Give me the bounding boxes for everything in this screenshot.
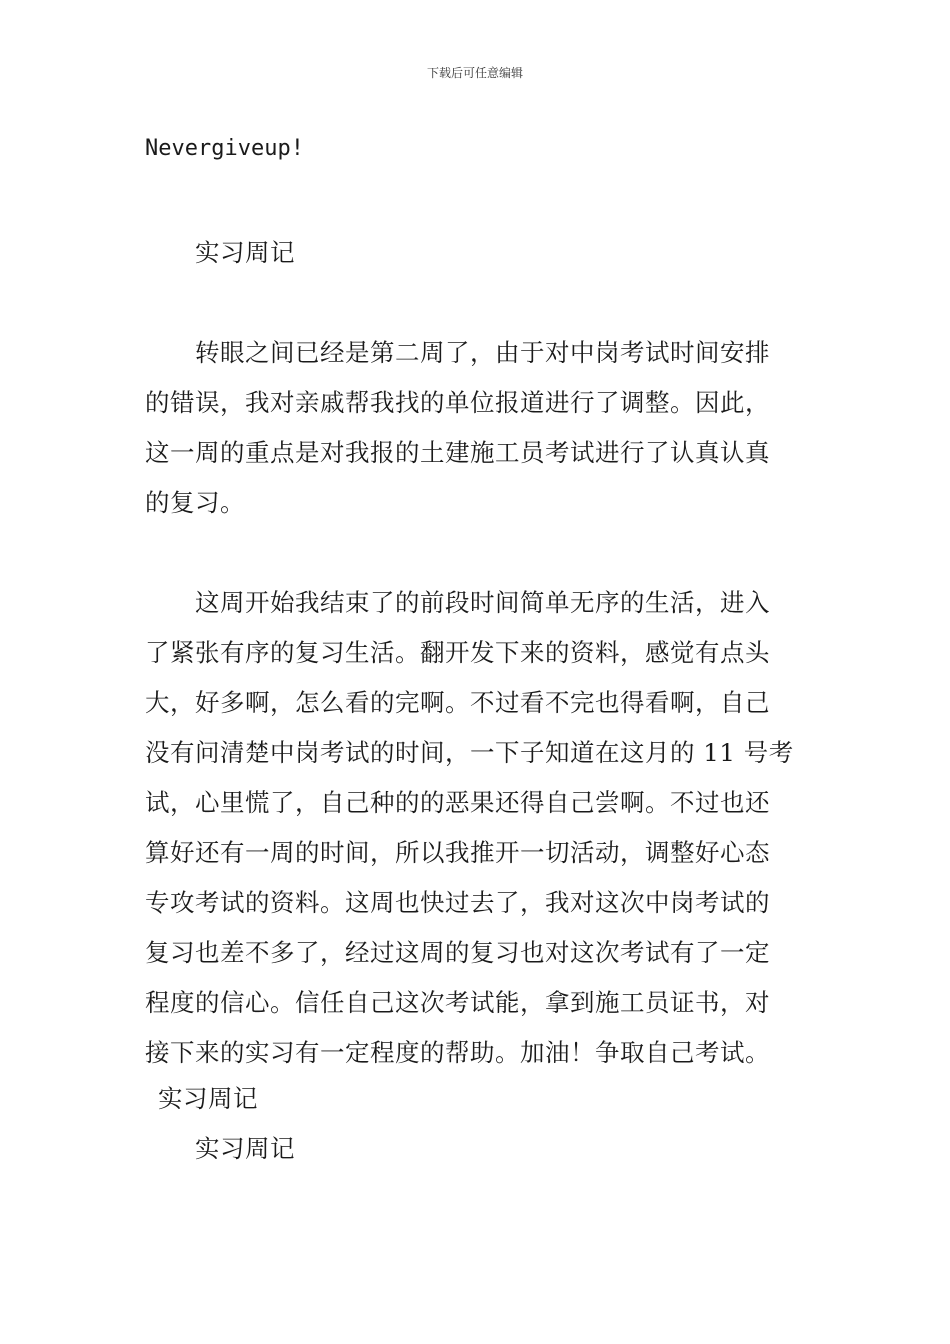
paragraph-line: 专攻考试的资料。这周也快过去了，我对这次中岗考试的 bbox=[145, 888, 770, 917]
paragraph-line: 复习也差不多了，经过这周的复习也对这次考试有了一定 bbox=[145, 938, 770, 967]
paragraph-line: 的错误，我对亲戚帮我找的单位报道进行了调整。因此， bbox=[145, 388, 770, 417]
section-title: 实习周记 bbox=[195, 1134, 295, 1163]
paragraph-line: 这一周的重点是对我报的土建施工员考试进行了认真认真 bbox=[145, 438, 770, 467]
paragraph-line: 试，心里慌了，自己种的的恶果还得自己尝啊。不过也还 bbox=[145, 788, 770, 817]
section-title: 实习周记 bbox=[158, 1084, 258, 1113]
motto-line: Nevergiveup! bbox=[145, 136, 304, 161]
paragraph-line: 转眼之间已经是第二周了，由于对中岗考试时间安排 bbox=[195, 338, 770, 367]
paragraph-line: 算好还有一周的时间，所以我推开一切活动，调整好心态 bbox=[145, 838, 770, 867]
paragraph-line: 程度的信心。信任自己这次考试能，拿到施工员证书，对 bbox=[145, 988, 770, 1017]
paragraph-line: 接下来的实习有一定程度的帮助。加油！争取自己考试。 bbox=[145, 1038, 770, 1067]
section-title: 实习周记 bbox=[195, 238, 295, 267]
paragraph-line: 大，好多啊，怎么看的完啊。不过看不完也得看啊，自己 bbox=[145, 688, 770, 717]
paragraph-line: 没有问清楚中岗考试的时间，一下子知道在这月的 11 号考 bbox=[145, 738, 794, 767]
paragraph-line: 的复习。 bbox=[145, 488, 245, 517]
paragraph-line: 这周开始我结束了的前段时间简单无序的生活，进入 bbox=[195, 588, 770, 617]
paragraph-line: 了紧张有序的复习生活。翻开发下来的资料，感觉有点头 bbox=[145, 638, 770, 667]
page-header: 下载后可任意编辑 bbox=[426, 66, 523, 80]
